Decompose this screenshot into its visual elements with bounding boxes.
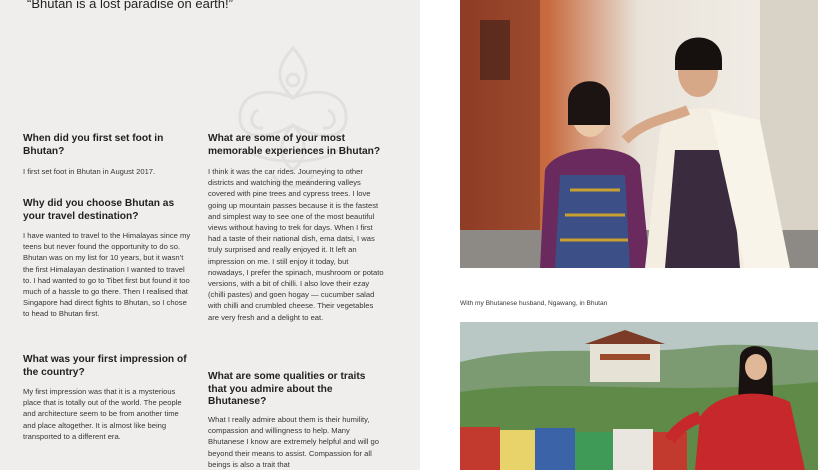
question-heading: What was your first impression of the country?	[23, 354, 187, 378]
answer-text: My first impression was that it is a mysterious place that is totally out of the world. The people and architecture seem to be from another time and place altogether. It is almost like being transported to a different era.	[23, 387, 182, 441]
answer-text: I have wanted to travel to the Himalayas since my teens but never found the opportunity to do so. Bhutan was on my list for 10 years, but it wasn’t the first Himalayan destination I wanted to travel to. I had wanted to go to Tibet first but found it too much of a hassle to go there. Then I realised that Singapore had direct fights to Bhutan, so I chose to head to Bhutan first.	[23, 231, 191, 319]
photo-caption: With my Bhutanese husband, Ngawang, in Bhutan	[460, 300, 608, 307]
question-heading: What are some qualities or traits that you admire about the Bhutanese?	[208, 371, 366, 407]
question-heading: Why did you choose Bhutan as your travel destination?	[23, 198, 175, 222]
answer-text: I first set foot in Bhutan in August 2017.	[23, 167, 156, 176]
answer-text: I think it was the car rides. Journeying to other districts and watching the meandering valleys covered with pine trees and cypress trees. I love going up mountain passes because it is the fastest and simplest way to see one of the most beautiful views without having to trek for days. When I first had a taste of their national dish, ema datsi, I was truly surprised and really enjoyed it. It left an impression on me. I still enjoy it today, but nowadays, I prefer the spinach, mushroom or potato versions, with a bit of chilli. I also love their ezay (chilli pastes) and goen hogay — cucumber salad with chilli and crumbled cheese. Their vegetables are very fresh and a delight to eat.	[208, 167, 384, 322]
question-heading: What are some of your most memorable experiences in Bhutan?	[208, 133, 381, 157]
question-heading: When did you first set foot in Bhutan?	[23, 133, 164, 157]
answer-text: What I really admire about them is their humility, compassion and willingness to help. Many Bhutanese I know are extremely helpful and will go beyond their means to assist. Compassion for all beings is also a trait that	[208, 415, 379, 469]
right-page	[420, 0, 840, 470]
dzong-landscape-photo	[460, 322, 818, 470]
pull-quote: “Bhutan is a lost paradise on earth!”	[27, 0, 233, 11]
couple-photo	[460, 0, 818, 268]
